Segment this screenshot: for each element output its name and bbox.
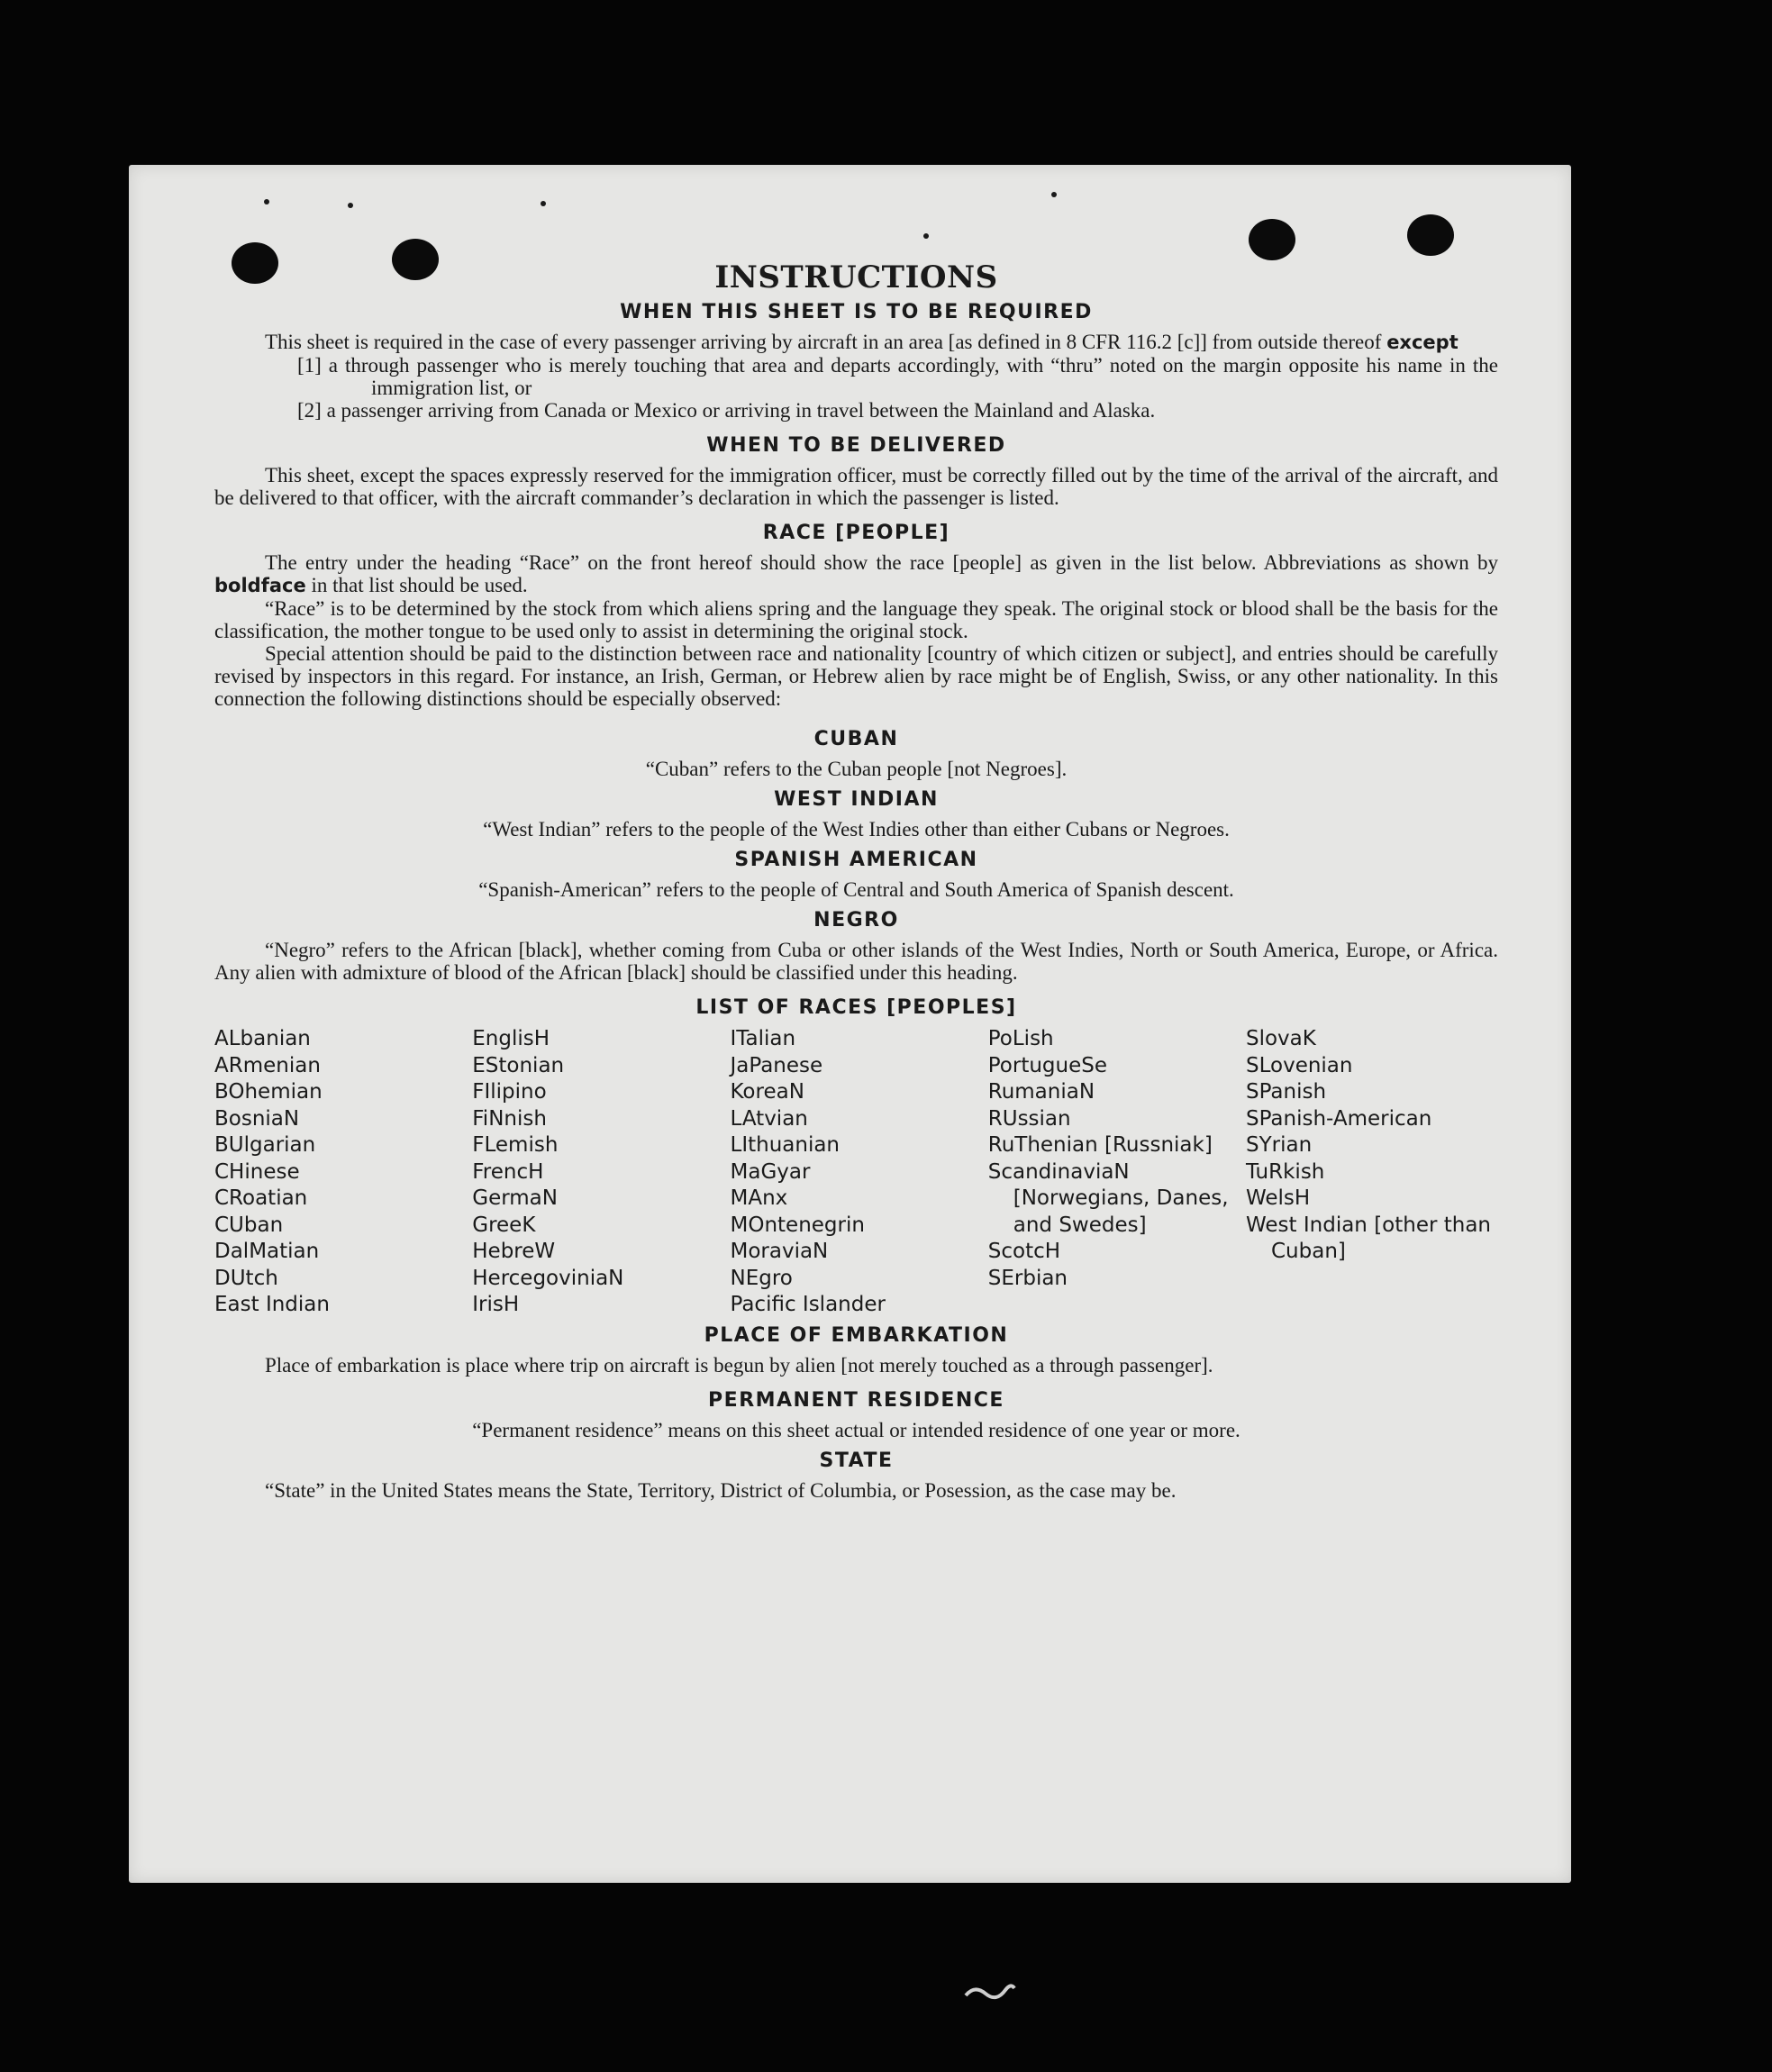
race-list-item: LIthuanian [730,1133,841,1157]
race-list-item: BosniaN [214,1106,300,1131]
race-list-item: Pacific Islander [730,1293,886,1316]
heading-negro: NEGRO [813,909,899,931]
speck-mark [541,201,546,206]
instructions-content [214,259,1498,1502]
race-paragraph-3: Special attention should be paid to the distinction between race and nationality [country of which citizen or subject], and entries should be carefully revised by inspectors in this regard. For instance, an Irish, German, or Hebrew alien by race might be of English, Swiss, or any other nationality. In this connection the following distinctions should be especially observed: [214,642,1498,710]
race-list-item: PortugueSe [987,1053,1107,1077]
race-list-item: ScotcH [987,1240,1061,1263]
race-list-item: SPanish-American [1246,1106,1432,1131]
required-intro-bold: except [1386,332,1458,353]
permanent-residence-text: “Permanent residence” means on this sheet actual or intended residence of one year or more. [472,1418,1240,1441]
race-list-item: MoraviaN [730,1240,829,1263]
race-list-item: RumaniaN [987,1080,1095,1104]
race-list-item: SLovenian [1246,1053,1353,1077]
required-item-1: [1] a through passenger who is merely touching that area and departs accordingly, with “thru” noted on the margin opposite his name in the immigration list, or [297,354,1498,399]
races-column-2 [472,1026,724,1319]
race-list-item: MaGyar [730,1159,811,1184]
race-list-item: CRoatian [214,1186,308,1210]
ink-mark-icon [964,1977,1018,2004]
race-list-item: HercegoviniaN [472,1266,624,1290]
required-intro-text: This sheet is required in the case of every passenger arriving by aircraft in an area [as defined in 8 CFR 116.2 [c]] from outside thereof [265,331,1387,353]
race-list-item: ScandinaviaN [Norwegians, Danes, and Swedes] [987,1159,1229,1237]
race-list-item: CHinese [214,1159,300,1184]
page-title: INSTRUCTIONS [714,259,998,295]
speck-mark [348,203,353,208]
heading-spanish-american: SPANISH AMERICAN [734,849,978,871]
spanish-american-text: “Spanish-American” refers to the people of Central and South America of Spanish descent. [478,878,1234,901]
race-list-item: West Indian [other than Cuban] [1246,1213,1492,1263]
race-paragraph-2: “Race” is to be determined by the stock from which aliens spring and the language they speak. The original stock or blood shall be the basis for the classification, the mother tongue to be used only to assist in determining the original stock. [214,597,1498,642]
cuban-text: “Cuban” refers to the Cuban people [not Negroes]. [645,758,1068,780]
race-list-item: SlovaK [1246,1027,1316,1050]
state-text: “State” in the United States means the State, Territory, District of Columbia, or Posession, as the case may be. [265,1478,1177,1502]
race-list-item: BUlgarian [214,1133,316,1157]
race-list-item: FIlipino [472,1080,547,1104]
race-list-item: MAnx [730,1186,788,1210]
races-column-3 [731,1026,983,1319]
race-list-item: JaPanese [730,1053,823,1077]
races-column-4 [988,1026,1240,1319]
speck-mark [923,233,929,239]
race-list-item: GreeK [472,1213,536,1237]
delivered-text: This sheet, except the spaces expressly reserved for the immigration officer, must be correctly filled out by the time of the arrival of the aircraft, and be delivered to that officer, with the aircraft commander’s declaration in which the passenger is listed. [214,464,1498,509]
heading-permanent-residence: PERMANENT RESIDENCE [708,1388,1004,1412]
race-p1-bold: boldface [214,575,306,596]
race-list-item: RUssian [987,1106,1071,1131]
speck-mark [264,199,269,204]
race-list-item: BOhemian [214,1080,323,1104]
race-list-item: KoreaN [730,1080,804,1104]
required-intro [214,331,1498,354]
race-list-item: FiNnish [472,1106,547,1131]
required-item-2: [2] a passenger arriving from Canada or Mexico or arriving in travel between the Mainland and Alaska. [297,399,1156,422]
punch-hole-icon [1249,219,1295,260]
race-list-item: TuRkish [1246,1159,1325,1184]
heading-list-of-races: LIST OF RACES [PEOPLES] [695,996,1017,1019]
race-list-item: HebreW [472,1240,556,1263]
race-list-item: East Indian [214,1293,330,1316]
heading-embarkation: PLACE OF EMBARKATION [704,1323,1009,1347]
heading-race: RACE [PEOPLE] [762,522,950,544]
race-list-item: DUtch [214,1266,278,1290]
race-list-item: LAtvian [730,1106,808,1131]
document-sheet [129,165,1571,1883]
negro-text: “Negro” refers to the African [black], whether coming from Cuba or other islands of the West Indies, North or South America, Europe, or Africa. Any alien with admixture of blood of the African [black] should be classified under this heading. [214,939,1498,984]
race-list-item: SYrian [1246,1133,1313,1157]
race-list-item: PoLish [987,1027,1054,1050]
race-list-item: RuThenian [Russniak] [987,1133,1213,1157]
race-list-item: CUban [214,1213,284,1237]
punch-hole-icon [1407,214,1454,256]
heading-cuban: CUBAN [813,728,899,750]
heading-delivered: WHEN TO BE DELIVERED [706,434,1006,457]
speck-mark [1051,192,1057,197]
heading-west-indian: WEST INDIAN [774,788,939,811]
heading-state: STATE [819,1449,894,1472]
heading-required: WHEN THIS SHEET IS TO BE REQUIRED [620,301,1093,323]
embarkation-text: Place of embarkation is place where trip on aircraft is begun by alien [not merely touched as a through passenger]. [265,1353,1213,1377]
race-list-item: ARmenian [214,1053,321,1077]
race-list-item: SErbian [987,1266,1068,1290]
race-list-item: NEgro [730,1266,793,1290]
race-list-item: EStonian [472,1053,565,1077]
races-list [214,1026,1498,1319]
races-column-5 [1246,1026,1498,1319]
race-list-item: GermaN [472,1186,558,1210]
race-list-item: FrencH [472,1159,544,1184]
race-list-item: WelsH [1246,1186,1311,1210]
race-p1-post: in that list should be used. [305,574,528,596]
races-column-1 [214,1026,467,1319]
west-indian-text: “West Indian” refers to the people of the West Indies other than either Cubans or Negroes. [483,818,1230,841]
race-list-item: FLemish [472,1133,559,1157]
race-list-item: SPanish [1246,1080,1327,1104]
race-list-item: MOntenegrin [730,1213,865,1237]
race-paragraph-1 [214,551,1498,597]
race-p1-text: The entry under the heading “Race” on the front hereof should show the race [people] as given in the list below. Abbreviations as shown by [265,551,1498,574]
race-list-item: ALbanian [214,1027,311,1050]
race-list-item: DalMatian [214,1240,320,1263]
race-list-item: IrisH [472,1293,520,1316]
race-list-item: EnglisH [472,1027,550,1050]
race-list-item: ITalian [730,1027,796,1050]
